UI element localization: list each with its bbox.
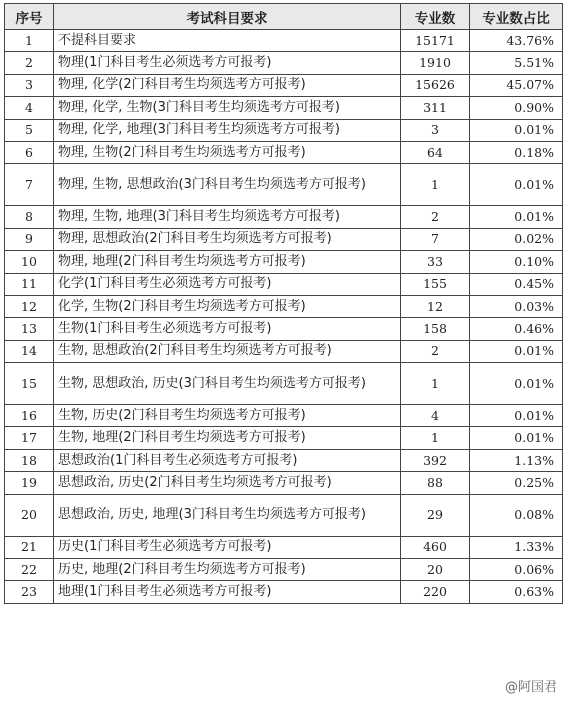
row-count: 2: [401, 340, 470, 362]
header-count: 专业数: [401, 4, 470, 30]
row-requirement: 化学, 生物(2门科目考生均须选考方可报考): [54, 295, 401, 317]
row-count: 2: [401, 206, 470, 228]
row-requirement: 历史, 地理(2门科目考生均须选考方可报考): [54, 559, 401, 581]
row-index: 5: [5, 119, 54, 141]
row-index: 19: [5, 472, 54, 494]
row-count: 20: [401, 559, 470, 581]
table-row: [5, 427, 563, 449]
table-row: [5, 581, 563, 603]
row-count: 12: [401, 295, 470, 317]
table-row: [5, 559, 563, 581]
row-count: 155: [401, 273, 470, 295]
row-index: 9: [5, 228, 54, 250]
row-requirement: 物理, 化学, 生物(3门科目考生均须选考方可报考): [54, 97, 401, 119]
table-row: [5, 536, 563, 558]
watermark: @阿国君: [503, 676, 559, 695]
row-percentage: 45.07%: [470, 74, 563, 96]
table-row: [5, 228, 563, 250]
row-percentage: 0.03%: [470, 295, 563, 317]
header-index: 序号: [5, 4, 54, 30]
row-percentage: 0.45%: [470, 273, 563, 295]
row-index: 2: [5, 52, 54, 74]
table-row: [5, 494, 563, 536]
row-percentage: 43.76%: [470, 30, 563, 52]
row-count: 1910: [401, 52, 470, 74]
row-percentage: 0.63%: [470, 581, 563, 603]
row-percentage: 0.18%: [470, 141, 563, 163]
table-row: [5, 295, 563, 317]
row-index: 22: [5, 559, 54, 581]
row-percentage: 5.51%: [470, 52, 563, 74]
row-index: 6: [5, 141, 54, 163]
row-index: 21: [5, 536, 54, 558]
row-index: 15: [5, 363, 54, 405]
row-count: 88: [401, 472, 470, 494]
table-row: [5, 30, 563, 52]
row-percentage: 0.01%: [470, 363, 563, 405]
row-percentage: 1.13%: [470, 449, 563, 471]
row-percentage: 0.08%: [470, 494, 563, 536]
row-count: 33: [401, 251, 470, 273]
row-index: 8: [5, 206, 54, 228]
row-index: 3: [5, 74, 54, 96]
table-row: [5, 363, 563, 405]
row-index: 10: [5, 251, 54, 273]
row-requirement: 物理, 生物, 地理(3门科目考生均须选考方可报考): [54, 206, 401, 228]
row-count: 220: [401, 581, 470, 603]
row-count: 1: [401, 427, 470, 449]
row-index: 1: [5, 30, 54, 52]
row-count: 392: [401, 449, 470, 471]
row-count: 64: [401, 141, 470, 163]
table-row: [5, 251, 563, 273]
row-percentage: 0.01%: [470, 206, 563, 228]
row-percentage: 0.01%: [470, 119, 563, 141]
row-requirement: 化学(1门科目考生必须选考方可报考): [54, 273, 401, 295]
table-row: [5, 119, 563, 141]
table-row: [5, 449, 563, 471]
table-row: [5, 74, 563, 96]
row-requirement: 思想政治, 历史, 地理(3门科目考生均须选考方可报考): [54, 494, 401, 536]
table-row: [5, 340, 563, 362]
table-row: [5, 405, 563, 427]
header-requirement: 考试科目要求: [54, 4, 401, 30]
row-index: 18: [5, 449, 54, 471]
subject-requirement-table: [4, 3, 563, 604]
row-requirement: 生物(1门科目考生必须选考方可报考): [54, 318, 401, 340]
row-index: 20: [5, 494, 54, 536]
row-percentage: 0.90%: [470, 97, 563, 119]
row-requirement: 生物, 历史(2门科目考生均须选考方可报考): [54, 405, 401, 427]
row-index: 12: [5, 295, 54, 317]
row-requirement: 物理, 生物, 思想政治(3门科目考生均须选考方可报考): [54, 164, 401, 206]
table-row: [5, 318, 563, 340]
table-row: [5, 273, 563, 295]
row-count: 15626: [401, 74, 470, 96]
row-count: 1: [401, 363, 470, 405]
row-index: 17: [5, 427, 54, 449]
table-row: [5, 141, 563, 163]
row-percentage: 0.02%: [470, 228, 563, 250]
row-percentage: 1.33%: [470, 536, 563, 558]
row-requirement: 生物, 思想政治(2门科目考生均须选考方可报考): [54, 340, 401, 362]
row-percentage: 0.01%: [470, 405, 563, 427]
row-count: 7: [401, 228, 470, 250]
row-percentage: 0.01%: [470, 164, 563, 206]
table-body: [5, 30, 563, 604]
row-requirement: 思想政治(1门科目考生必须选考方可报考): [54, 449, 401, 471]
row-percentage: 0.25%: [470, 472, 563, 494]
row-count: 4: [401, 405, 470, 427]
row-percentage: 0.46%: [470, 318, 563, 340]
header-percentage: 专业数占比: [470, 4, 563, 30]
row-index: 16: [5, 405, 54, 427]
row-index: 4: [5, 97, 54, 119]
row-count: 158: [401, 318, 470, 340]
row-percentage: 0.10%: [470, 251, 563, 273]
table-row: [5, 472, 563, 494]
table-row: [5, 97, 563, 119]
row-percentage: 0.01%: [470, 340, 563, 362]
row-requirement: 物理, 思想政治(2门科目考生均须选考方可报考): [54, 228, 401, 250]
table-row: [5, 206, 563, 228]
row-requirement: 生物, 思想政治, 历史(3门科目考生均须选考方可报考): [54, 363, 401, 405]
row-requirement: 物理, 化学(2门科目考生均须选考方可报考): [54, 74, 401, 96]
row-requirement: 地理(1门科目考生必须选考方可报考): [54, 581, 401, 603]
row-requirement: 不提科目要求: [54, 30, 401, 52]
row-count: 311: [401, 97, 470, 119]
row-count: 15171: [401, 30, 470, 52]
row-index: 23: [5, 581, 54, 603]
row-percentage: 0.01%: [470, 427, 563, 449]
row-index: 14: [5, 340, 54, 362]
table-header-row: [5, 4, 563, 30]
row-index: 13: [5, 318, 54, 340]
row-requirement: 物理, 地理(2门科目考生均须选考方可报考): [54, 251, 401, 273]
row-count: 3: [401, 119, 470, 141]
row-requirement: 物理, 化学, 地理(3门科目考生均须选考方可报考): [54, 119, 401, 141]
row-requirement: 思想政治, 历史(2门科目考生均须选考方可报考): [54, 472, 401, 494]
row-percentage: 0.06%: [470, 559, 563, 581]
row-count: 460: [401, 536, 470, 558]
row-requirement: 物理, 生物(2门科目考生均须选考方可报考): [54, 141, 401, 163]
row-index: 7: [5, 164, 54, 206]
table-row: [5, 52, 563, 74]
row-requirement: 生物, 地理(2门科目考生均须选考方可报考): [54, 427, 401, 449]
row-requirement: 物理(1门科目考生必须选考方可报考): [54, 52, 401, 74]
row-count: 1: [401, 164, 470, 206]
table-row: [5, 164, 563, 206]
row-count: 29: [401, 494, 470, 536]
row-index: 11: [5, 273, 54, 295]
row-requirement: 历史(1门科目考生必须选考方可报考): [54, 536, 401, 558]
subject-requirement-table-container: [4, 3, 562, 604]
